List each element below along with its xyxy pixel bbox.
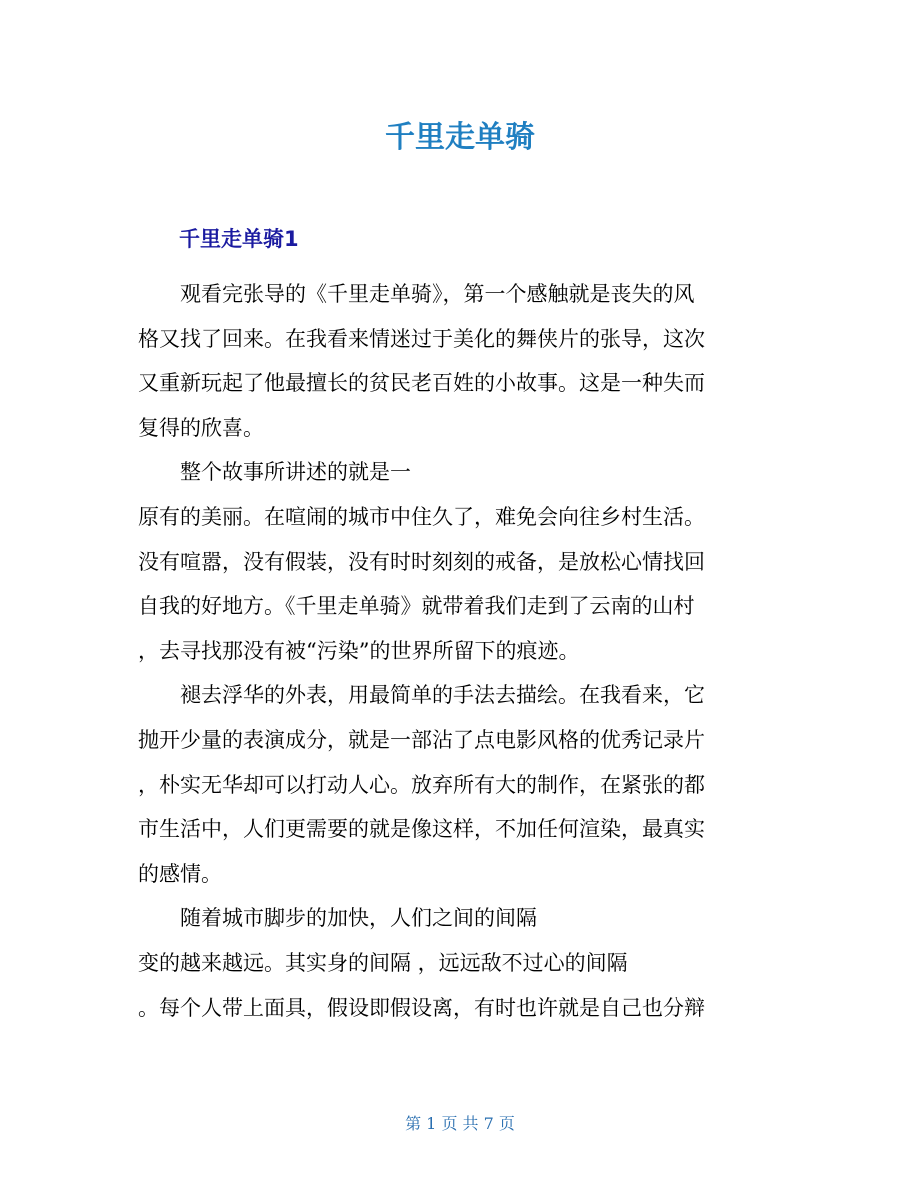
body-line: 原有的美丽。在喧闹的城市中住久了，难免会向往乡村生活。 (138, 504, 705, 529)
body-line: 随着城市脚步的加快，人们之间的间隔 (180, 906, 537, 931)
body-line: 。每个人带上面具，假设即假设离，有时也许就是自己也分辩 (138, 995, 705, 1020)
body-line: ，朴实无华却可以打动人心。放弃所有大的制作，在紧张的都 (138, 772, 705, 797)
body-line: ，去寻找那没有被“污染”的世界所留下的痕迹。 (138, 638, 580, 663)
body-line: 变的越来越远。其实身的间隔 ，远远敌不过心的间隔 (138, 950, 628, 975)
page-footer: 第 1 页 共 7 页 (405, 1114, 515, 1133)
body-line: 复得的欣喜。 (138, 415, 264, 440)
body-line: 的感情。 (138, 861, 222, 886)
section-heading: 千里走单骑1 (179, 227, 299, 251)
body-line: 格又找了回来。在我看来情迷过于美化的舞侠片的张导，这次 (138, 326, 705, 351)
body-text (138, 272, 798, 1030)
body-line: 市生活中，人们更需要的就是像这样，不加任何渲染，最真实 (138, 817, 705, 842)
body-line: 抛开少量的表演成分，就是一部沾了点电影风格的优秀记录片 (138, 727, 705, 752)
body-line: 又重新玩起了他最擅长的贫民老百姓的小故事。这是一种失而 (138, 371, 705, 396)
body-line: 观看完张导的《千里走单骑》，第一个感触就是丧失的风 (180, 282, 695, 306)
document-title: 千里走单骑 (385, 120, 535, 155)
body-line: 自我的好地方。《千里走单骑》就带着我们走到了云南的山村 (138, 594, 695, 619)
body-line: 褪去浮华的外表，用最简单的手法去描绘。在我看来，它 (180, 683, 705, 708)
body-line: 没有喧嚣，没有假装，没有时时刻刻的戒备，是放松心情找回 (138, 549, 705, 574)
body-line: 整个故事所讲述的就是一 (180, 460, 411, 485)
